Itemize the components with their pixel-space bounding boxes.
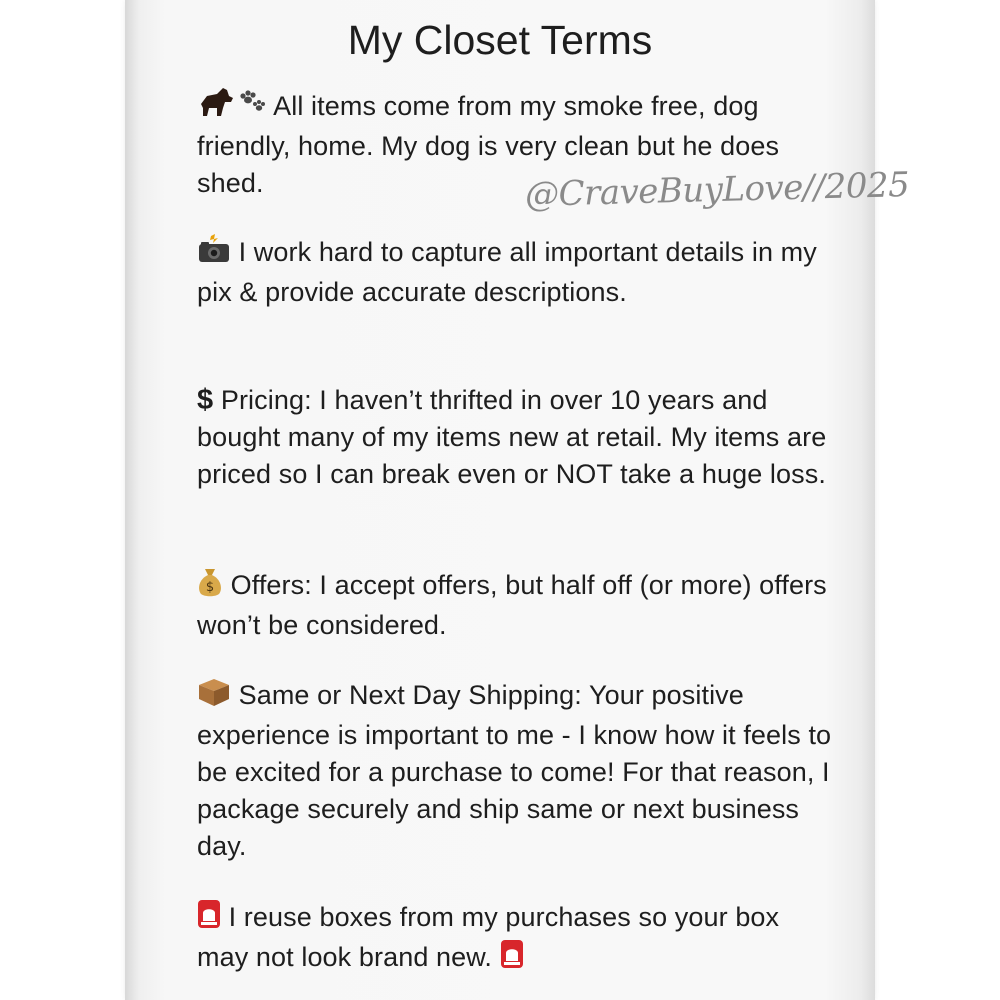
section-shipping xyxy=(197,677,837,865)
section-text: I reuse boxes from my purchases so your box may not look brand new. xyxy=(197,902,780,972)
section-pricing xyxy=(197,382,837,493)
siren-icon xyxy=(500,939,524,979)
section-text: Pricing: I haven’t thrifted in over 10 years and bought many of my items new at retail. My items are priced so I can break even or NOT take a huge loss. xyxy=(197,385,827,489)
page-title: My Closet Terms xyxy=(347,17,653,63)
section-text: I work hard to capture all important details in my pix & provide accurate descriptions. xyxy=(197,237,817,307)
dog-paws-icon xyxy=(197,86,267,128)
money-bag-icon xyxy=(197,567,223,607)
section-boxes xyxy=(197,899,837,979)
dollar-sign-icon: $ xyxy=(197,384,214,416)
section-photos xyxy=(197,234,837,311)
terms-card xyxy=(125,0,910,1000)
watermark-text: @CraveBuyLove//2025 xyxy=(524,164,910,216)
section-text: Same or Next Day Shipping: Your positive experience is important to me - I know how it feels to be excited for a purchase to come! For that reason, I package securely and ship same or next business day. xyxy=(197,680,832,861)
section-text: All items come from my smoke free, dog friendly, home. My dog is very clean but he does shed. xyxy=(197,91,780,198)
siren-icon xyxy=(197,899,221,939)
svg-text:$: $ xyxy=(205,580,215,595)
section-offers xyxy=(197,567,837,644)
package-icon xyxy=(197,677,231,717)
camera-flash-icon xyxy=(197,234,231,274)
section-text: Offers: I accept offers, but half off (or more) offers won’t be considered. xyxy=(197,570,827,640)
